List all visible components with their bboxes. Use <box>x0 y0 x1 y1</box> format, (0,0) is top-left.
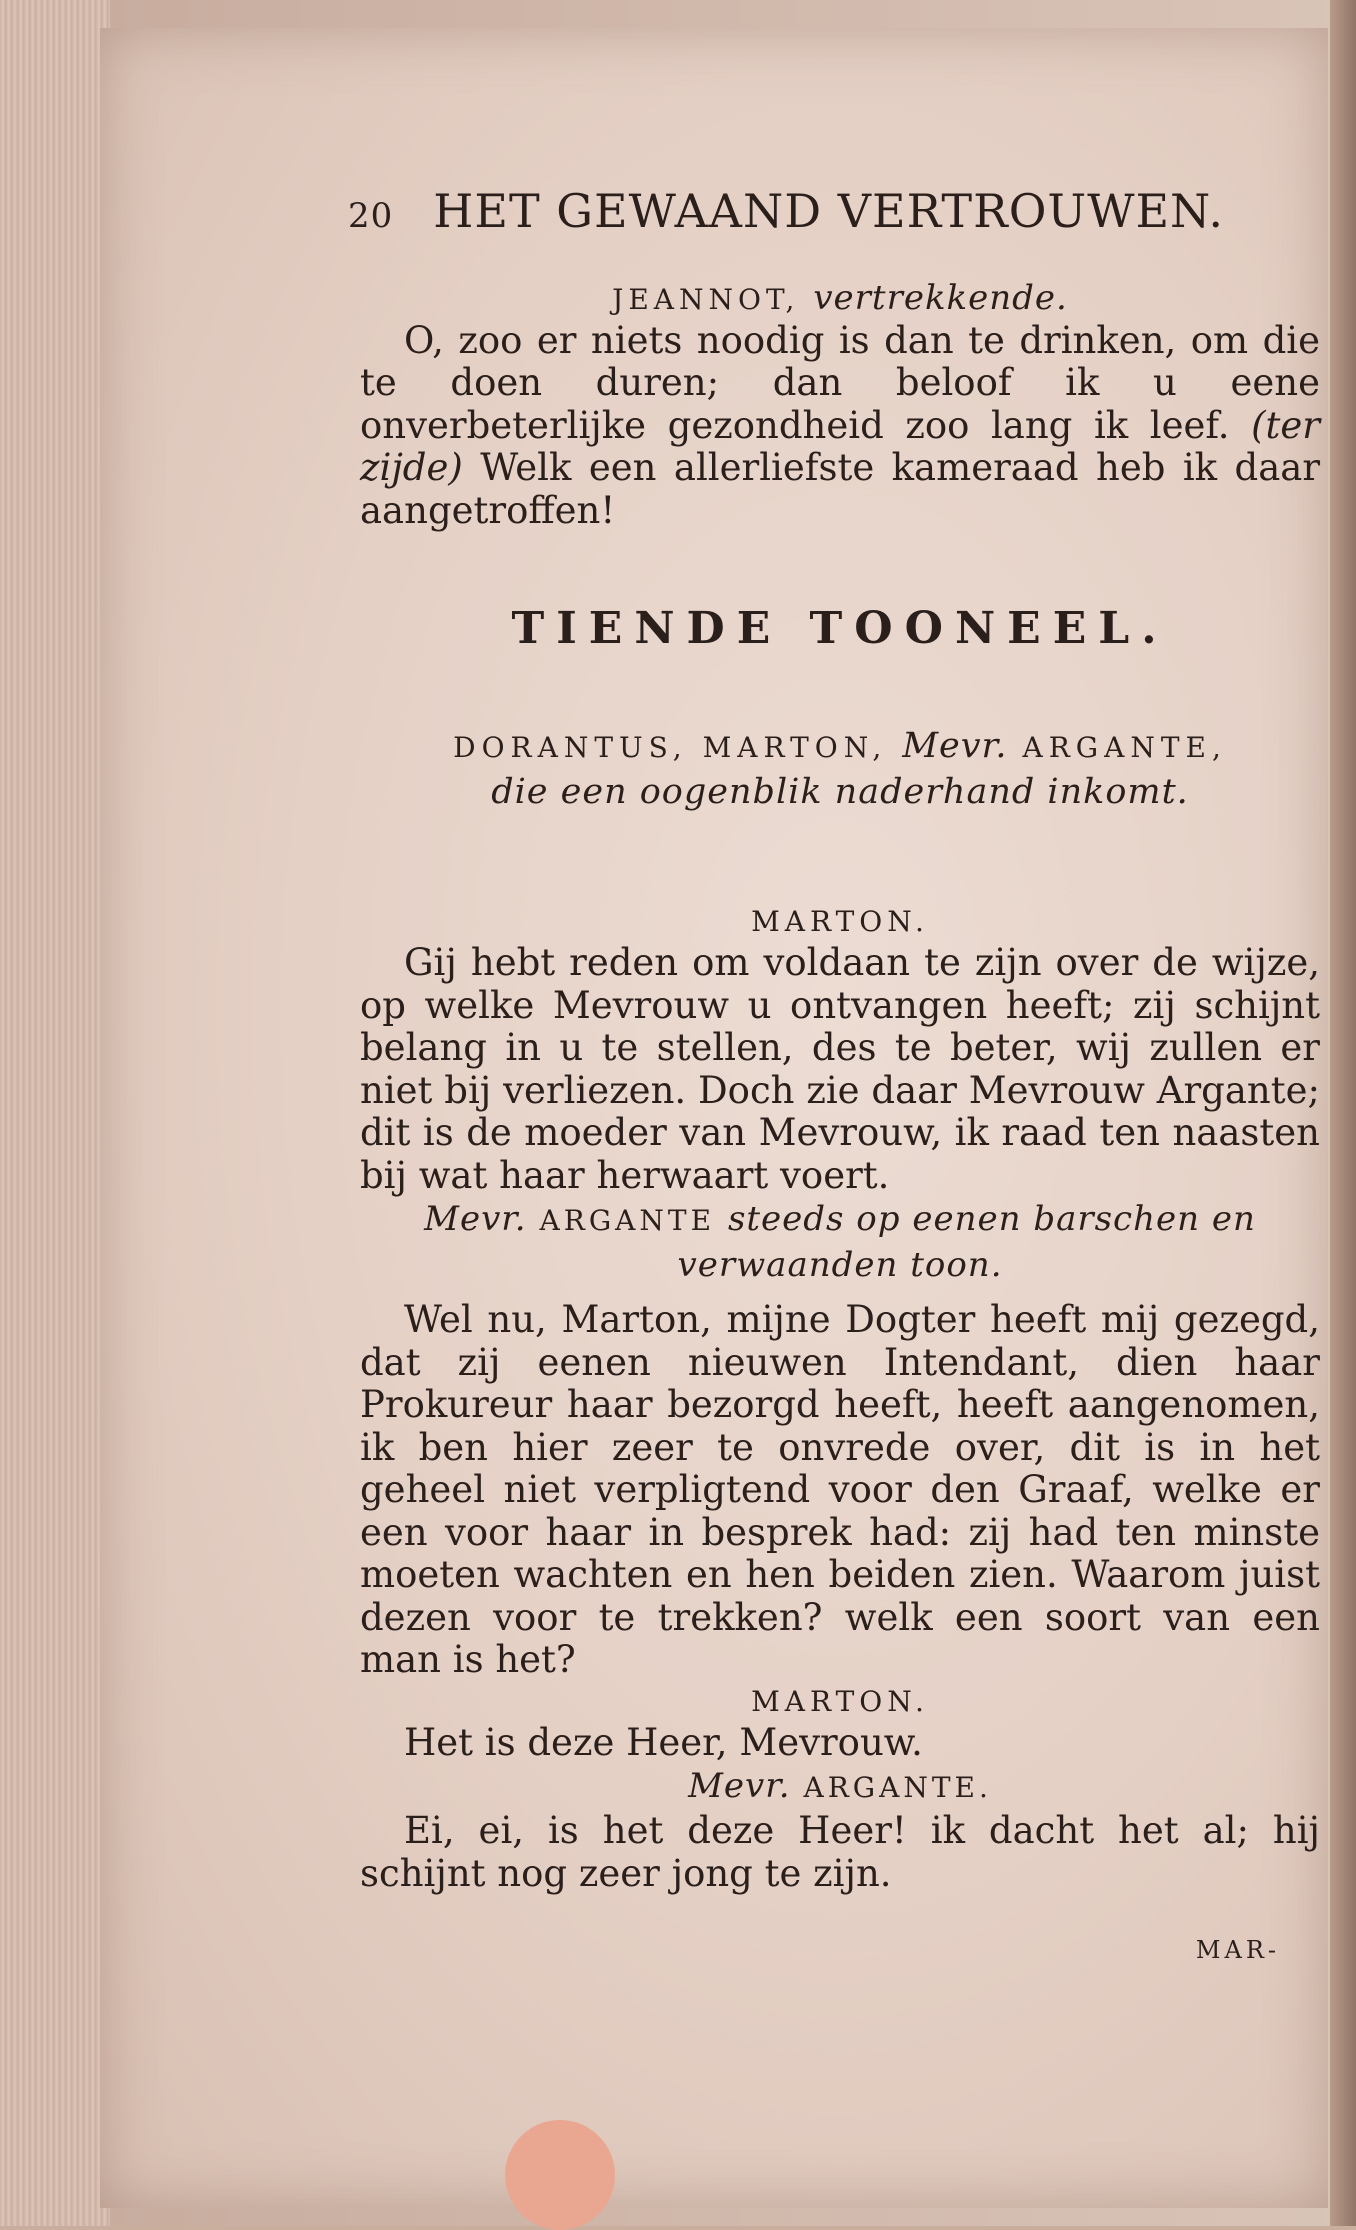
speaker-name: ARGANTE <box>539 1204 716 1237</box>
page-text <box>348 184 1321 1972</box>
speaker-argante-2 <box>360 1764 1320 1810</box>
page-edges <box>0 0 110 2226</box>
cast-names-2: ARGANTE, <box>1022 731 1227 764</box>
stage-direction: steeds op eenen barschen en verwaanden toon. <box>677 1199 1256 1285</box>
speaker-marton: MARTON. <box>751 905 929 938</box>
cast-direction: die een oogenblik naderhand inkomt. <box>491 772 1189 812</box>
speech-marton: Gij hebt reden om voldaan te zijn over de wijze, op welke Mevrouw u ontvangen heeft; zij schijnt belang in u te stellen, des te beter, wij zullen er niet bij verliezen. Doch zie daar Mevrouw Argante; dit is de moeder van Mevrouw, ik raad ten naasten bij wat haar herwaart voert. <box>360 941 1320 1197</box>
speaker-jeannot <box>360 278 1320 320</box>
speaker-title: Mevr. <box>424 1199 527 1239</box>
cast-names: DORANTUS, MARTON, <box>453 731 888 764</box>
speaker-name: ARGANTE. <box>803 1771 992 1804</box>
speech-argante: Wel nu, Marton, mijne Dogter heeft mij gezegd, dat zij eenen nieuwen Intendant, dien haar Prokureur haar bezorgd heeft, heeft aangenomen, ik ben hier zeer te onvrede over, dit is in het geheel niet verpligtend voor den Graaf, welke er een voor haar in besprek had: zij had ten minste moeten wachten en hen beiden zien. Waarom juist dezen voor te trekken? welk een soort van een man is het? <box>360 1298 1320 1681</box>
page-number: 20 <box>348 196 394 236</box>
speech-text-continued: Welk een allerliefste kameraad heb ik daar aangetroffen! <box>360 446 1321 532</box>
speaker-title: Mevr. <box>688 1766 791 1806</box>
speaker-name: JEANNOT, <box>612 282 800 316</box>
speech-jeannot <box>360 320 1320 533</box>
running-title: HET GEWAAND VERTROUWEN. <box>433 184 1224 238</box>
speech-argante-2: Ei, ei, is het deze Heer! ik dacht het al; hij schijnt nog zeer jong te zijn. <box>360 1809 1320 1895</box>
speaker-argante <box>360 1197 1320 1289</box>
speech-marton-2: Het is deze Heer, Mevrouw. <box>404 1720 923 1764</box>
running-head <box>348 184 1320 238</box>
finger-blur <box>505 2120 615 2230</box>
binding-shadow <box>1330 0 1356 2226</box>
aside-direction: (ter zijde) <box>360 403 1320 489</box>
scene-title: TIENDE TOONEEL. <box>511 603 1169 654</box>
cast-title: Mevr. <box>902 726 1008 766</box>
catchword: MAR- <box>1195 1936 1280 1964</box>
scene-cast <box>360 724 1320 816</box>
speech-text: O, zoo er niets noodig is dan te drinken, om die te doen duren; dan beloof ik u eene onverbeterlijke gezondheid zoo lang ik leef. <box>360 318 1320 447</box>
stage-direction: vertrekkende. <box>813 277 1068 318</box>
speaker-marton-2: MARTON. <box>751 1684 929 1718</box>
